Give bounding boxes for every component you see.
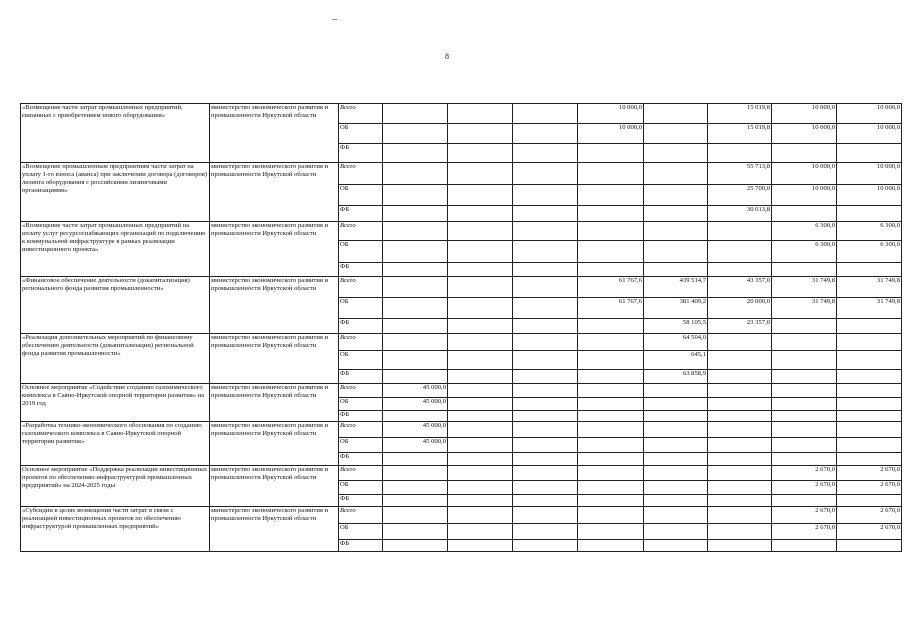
measure-name: «Субсидии в целях возмещения части затрат в связи с реализацией инвестиционных проектов по обеспечению инфраструктурой промышленных предприятий» bbox=[21, 507, 210, 552]
amount-cell: 63 858,9 bbox=[644, 370, 708, 384]
table-row-total bbox=[21, 104, 902, 124]
amount-cell bbox=[708, 422, 772, 438]
amount-cell bbox=[448, 495, 513, 507]
funding-source-ob: ОБ bbox=[339, 481, 383, 495]
amount-cell bbox=[708, 370, 772, 384]
amount-cell bbox=[513, 206, 578, 222]
amount-cell: 10 000,0 bbox=[837, 124, 902, 144]
amount-cell: 10 000,0 bbox=[578, 104, 644, 124]
amount-cell bbox=[644, 222, 708, 241]
amount-cell: 2 670,0 bbox=[837, 466, 902, 481]
amount-cell bbox=[772, 422, 837, 438]
funding-source-total: Всего bbox=[339, 277, 383, 298]
measure-name: «Возмещение части затрат промышленных предприятий, связанных с приобретением нового оборудования» bbox=[21, 104, 210, 163]
amount-cell bbox=[644, 453, 708, 466]
amount-cell bbox=[708, 351, 772, 370]
amount-cell bbox=[578, 438, 644, 453]
funding-source-ob: ОБ bbox=[339, 438, 383, 453]
amount-cell bbox=[708, 495, 772, 507]
amount-cell bbox=[578, 384, 644, 398]
amount-cell bbox=[513, 351, 578, 370]
amount-cell: 10 000,0 bbox=[837, 185, 902, 206]
amount-cell: 6 300,0 bbox=[837, 241, 902, 263]
funding-source-fb: ФБ bbox=[339, 540, 383, 552]
amount-cell bbox=[513, 398, 578, 411]
funding-source-ob: ОБ bbox=[339, 241, 383, 263]
amount-cell: 58 105,5 bbox=[644, 319, 708, 334]
amount-cell bbox=[644, 524, 708, 540]
amount-cell bbox=[448, 298, 513, 319]
amount-cell bbox=[383, 540, 448, 552]
amount-cell bbox=[644, 438, 708, 453]
amount-cell bbox=[578, 398, 644, 411]
amount-cell: 45 000,0 bbox=[383, 438, 448, 453]
amount-cell bbox=[513, 104, 578, 124]
amount-cell: 25 700,0 bbox=[708, 185, 772, 206]
amount-cell bbox=[383, 351, 448, 370]
amount-cell bbox=[578, 411, 644, 422]
amount-cell bbox=[772, 370, 837, 384]
amount-cell bbox=[837, 319, 902, 334]
amount-cell: 10 000,0 bbox=[837, 163, 902, 185]
amount-cell bbox=[644, 481, 708, 495]
amount-cell: 30 013,8 bbox=[708, 206, 772, 222]
amount-cell: 2 670,0 bbox=[772, 507, 837, 524]
amount-cell bbox=[513, 495, 578, 507]
amount-cell bbox=[578, 144, 644, 163]
amount-cell bbox=[772, 438, 837, 453]
amount-cell bbox=[383, 163, 448, 185]
amount-cell bbox=[448, 398, 513, 411]
amount-cell bbox=[383, 263, 448, 277]
funding-source-fb: ФБ bbox=[339, 495, 383, 507]
table-row-total bbox=[21, 277, 902, 298]
amount-cell bbox=[644, 507, 708, 524]
amount-cell: 6 300,0 bbox=[772, 241, 837, 263]
amount-cell: 61 767,6 bbox=[578, 277, 644, 298]
amount-cell: 10 000,0 bbox=[772, 185, 837, 206]
amount-cell bbox=[837, 384, 902, 398]
amount-cell: 64 504,0 bbox=[644, 334, 708, 351]
amount-cell bbox=[772, 495, 837, 507]
amount-cell bbox=[644, 185, 708, 206]
measure-name: Основное мероприятие «Поддержка реализации инвестиционных проектов по обеспечению инфраструктурой промышленных предприятий» на 2024-2025 годы bbox=[21, 466, 210, 507]
amount-cell: 61 767,6 bbox=[578, 298, 644, 319]
funding-source-fb: ФБ bbox=[339, 263, 383, 277]
amount-cell bbox=[383, 222, 448, 241]
funding-source-total: Всего bbox=[339, 222, 383, 241]
funding-source-total: Всего bbox=[339, 334, 383, 351]
amount-cell bbox=[513, 334, 578, 351]
amount-cell bbox=[513, 524, 578, 540]
amount-cell bbox=[772, 411, 837, 422]
amount-cell bbox=[383, 481, 448, 495]
funding-source-ob: ОБ bbox=[339, 298, 383, 319]
amount-cell bbox=[644, 540, 708, 552]
funding-source-total: Всего bbox=[339, 163, 383, 185]
table-row-total bbox=[21, 163, 902, 185]
responsible-executor: министерство экономического развития и промышленности Иркутской области bbox=[210, 104, 339, 163]
amount-cell bbox=[578, 163, 644, 185]
amount-cell: 10 000,0 bbox=[837, 104, 902, 124]
amount-cell bbox=[448, 481, 513, 495]
responsible-executor: министерство экономического развития и промышленности Иркутской области bbox=[210, 222, 339, 277]
amount-cell bbox=[448, 524, 513, 540]
table-row-total bbox=[21, 507, 902, 524]
amount-cell bbox=[708, 481, 772, 495]
amount-cell bbox=[708, 144, 772, 163]
amount-cell bbox=[448, 222, 513, 241]
responsible-executor: министерство экономического развития и промышленности Иркутской области bbox=[210, 277, 339, 334]
amount-cell: 45 000,0 bbox=[383, 422, 448, 438]
amount-cell bbox=[513, 481, 578, 495]
amount-cell bbox=[513, 453, 578, 466]
budget-table-body bbox=[21, 104, 902, 552]
amount-cell bbox=[644, 206, 708, 222]
amount-cell bbox=[578, 453, 644, 466]
amount-cell bbox=[772, 334, 837, 351]
amount-cell bbox=[578, 241, 644, 263]
amount-cell bbox=[644, 384, 708, 398]
amount-cell bbox=[448, 163, 513, 185]
amount-cell bbox=[383, 319, 448, 334]
amount-cell bbox=[448, 422, 513, 438]
amount-cell bbox=[383, 185, 448, 206]
amount-cell bbox=[837, 144, 902, 163]
amount-cell bbox=[383, 277, 448, 298]
amount-cell bbox=[383, 104, 448, 124]
amount-cell bbox=[383, 466, 448, 481]
amount-cell bbox=[644, 398, 708, 411]
amount-cell bbox=[448, 351, 513, 370]
amount-cell bbox=[772, 144, 837, 163]
funding-source-ob: ОБ bbox=[339, 351, 383, 370]
amount-cell: 439 514,7 bbox=[644, 277, 708, 298]
amount-cell: 2 670,0 bbox=[772, 524, 837, 540]
table-row-total bbox=[21, 422, 902, 438]
amount-cell bbox=[708, 540, 772, 552]
amount-cell bbox=[578, 422, 644, 438]
amount-cell bbox=[772, 398, 837, 411]
funding-source-ob: ОБ bbox=[339, 398, 383, 411]
amount-cell bbox=[578, 185, 644, 206]
amount-cell bbox=[513, 466, 578, 481]
funding-source-ob: ОБ bbox=[339, 524, 383, 540]
funding-source-fb: ФБ bbox=[339, 453, 383, 466]
amount-cell bbox=[708, 263, 772, 277]
amount-cell bbox=[383, 495, 448, 507]
amount-cell bbox=[448, 453, 513, 466]
amount-cell: 2 670,0 bbox=[772, 481, 837, 495]
amount-cell: 6 300,0 bbox=[837, 222, 902, 241]
amount-cell bbox=[448, 540, 513, 552]
amount-cell: 10 000,0 bbox=[772, 104, 837, 124]
amount-cell: 20 000,0 bbox=[708, 298, 772, 319]
amount-cell bbox=[644, 241, 708, 263]
amount-cell bbox=[837, 206, 902, 222]
amount-cell: 43 357,0 bbox=[708, 277, 772, 298]
page-number: 8 bbox=[445, 52, 449, 61]
amount-cell bbox=[837, 334, 902, 351]
amount-cell bbox=[383, 334, 448, 351]
responsible-executor: министерство экономического развития и промышленности Иркутской области bbox=[210, 334, 339, 384]
responsible-executor: министерство экономического развития и промышленности Иркутской области bbox=[210, 507, 339, 552]
measure-name: «Реализация дополнительных мероприятий по финансовому обеспечению деятельности (докапитализации) региональной фонда развития промышленности» bbox=[21, 334, 210, 384]
amount-cell: 31 749,8 bbox=[837, 277, 902, 298]
funding-source-total: Всего bbox=[339, 507, 383, 524]
amount-cell bbox=[644, 163, 708, 185]
amount-cell bbox=[513, 241, 578, 263]
budget-table bbox=[20, 103, 902, 552]
amount-cell bbox=[644, 144, 708, 163]
amount-cell bbox=[448, 124, 513, 144]
table-row-total bbox=[21, 384, 902, 398]
amount-cell: 45 000,0 bbox=[383, 384, 448, 398]
amount-cell: 31 749,8 bbox=[772, 277, 837, 298]
amount-cell bbox=[837, 422, 902, 438]
amount-cell bbox=[383, 298, 448, 319]
amount-cell: 55 713,8 bbox=[708, 163, 772, 185]
amount-cell bbox=[578, 206, 644, 222]
amount-cell bbox=[772, 384, 837, 398]
amount-cell bbox=[448, 241, 513, 263]
amount-cell bbox=[513, 540, 578, 552]
amount-cell bbox=[383, 206, 448, 222]
amount-cell bbox=[383, 453, 448, 466]
amount-cell bbox=[708, 384, 772, 398]
amount-cell bbox=[837, 398, 902, 411]
amount-cell bbox=[837, 540, 902, 552]
responsible-executor: министерство экономического развития и промышленности Иркутской области bbox=[210, 163, 339, 222]
amount-cell bbox=[644, 104, 708, 124]
measure-name: «Возмещение части затрат промышленных предприятий на оплату услуг ресурсоснабжающих организаций по подключению к коммунальной инфраструктуре в рамках реализации инвестиционного проекта» bbox=[21, 222, 210, 277]
amount-cell bbox=[383, 241, 448, 263]
amount-cell bbox=[578, 263, 644, 277]
amount-cell bbox=[644, 411, 708, 422]
amount-cell: 45 000,0 bbox=[383, 398, 448, 411]
amount-cell bbox=[708, 524, 772, 540]
amount-cell bbox=[383, 411, 448, 422]
amount-cell bbox=[513, 277, 578, 298]
table-row-total bbox=[21, 222, 902, 241]
table-row-total bbox=[21, 466, 902, 481]
amount-cell bbox=[513, 163, 578, 185]
amount-cell: 15 019,8 bbox=[708, 124, 772, 144]
amount-cell bbox=[448, 319, 513, 334]
amount-cell: 2 670,0 bbox=[837, 481, 902, 495]
amount-cell: 10 000,0 bbox=[772, 163, 837, 185]
amount-cell bbox=[513, 507, 578, 524]
amount-cell bbox=[513, 263, 578, 277]
amount-cell bbox=[644, 124, 708, 144]
amount-cell: 6 300,0 bbox=[772, 222, 837, 241]
amount-cell: 2 670,0 bbox=[837, 507, 902, 524]
funding-source-total: Всего bbox=[339, 104, 383, 124]
measure-name: «Разработка технико-экономического обоснования по созданию газохимического комплекса в Саяно-Иркутской опорной территории развития» bbox=[21, 422, 210, 466]
amount-cell bbox=[383, 124, 448, 144]
funding-source-fb: ФБ bbox=[339, 370, 383, 384]
amount-cell bbox=[513, 319, 578, 334]
amount-cell bbox=[513, 384, 578, 398]
responsible-executor: министерство экономического развития и промышленности Иркутской области bbox=[210, 422, 339, 466]
amount-cell bbox=[513, 370, 578, 384]
amount-cell: 10 000,0 bbox=[772, 124, 837, 144]
amount-cell bbox=[578, 540, 644, 552]
amount-cell bbox=[837, 370, 902, 384]
amount-cell bbox=[708, 222, 772, 241]
amount-cell bbox=[708, 334, 772, 351]
amount-cell bbox=[383, 370, 448, 384]
amount-cell bbox=[644, 263, 708, 277]
amount-cell bbox=[578, 370, 644, 384]
amount-cell bbox=[513, 222, 578, 241]
amount-cell bbox=[837, 351, 902, 370]
amount-cell bbox=[708, 466, 772, 481]
amount-cell bbox=[448, 277, 513, 298]
funding-source-total: Всего bbox=[339, 422, 383, 438]
amount-cell bbox=[578, 351, 644, 370]
amount-cell bbox=[578, 222, 644, 241]
funding-source-total: Всего bbox=[339, 384, 383, 398]
amount-cell bbox=[578, 319, 644, 334]
amount-cell bbox=[448, 104, 513, 124]
amount-cell bbox=[578, 466, 644, 481]
amount-cell bbox=[448, 144, 513, 163]
amount-cell bbox=[837, 263, 902, 277]
amount-cell bbox=[578, 524, 644, 540]
responsible-executor: министерство экономического развития и промышленности Иркутской области bbox=[210, 466, 339, 507]
funding-source-fb: ФБ bbox=[339, 411, 383, 422]
amount-cell bbox=[383, 507, 448, 524]
funding-source-fb: ФБ bbox=[339, 144, 383, 163]
measure-name: «Возмещение промышленным предприятиям части затрат на уплату 1-го взноса (аванса) при заключении договора (договоров) лизинга оборудования с российскими лизинговыми организациями» bbox=[21, 163, 210, 222]
amount-cell: 23 357,0 bbox=[708, 319, 772, 334]
amount-cell bbox=[383, 144, 448, 163]
amount-cell bbox=[708, 398, 772, 411]
responsible-executor: министерство экономического развития и промышленности Иркутской области bbox=[210, 384, 339, 422]
amount-cell bbox=[513, 185, 578, 206]
amount-cell bbox=[448, 263, 513, 277]
amount-cell bbox=[448, 438, 513, 453]
amount-cell bbox=[708, 411, 772, 422]
amount-cell bbox=[772, 206, 837, 222]
amount-cell bbox=[448, 370, 513, 384]
amount-cell bbox=[772, 453, 837, 466]
amount-cell: 381 409,2 bbox=[644, 298, 708, 319]
funding-source-fb: ФБ bbox=[339, 206, 383, 222]
amount-cell bbox=[644, 422, 708, 438]
amount-cell bbox=[578, 507, 644, 524]
amount-cell bbox=[772, 319, 837, 334]
amount-cell bbox=[578, 334, 644, 351]
amount-cell: 15 019,8 bbox=[708, 104, 772, 124]
amount-cell bbox=[837, 453, 902, 466]
amount-cell: 2 670,0 bbox=[837, 524, 902, 540]
amount-cell: 645,1 bbox=[644, 351, 708, 370]
amount-cell bbox=[708, 241, 772, 263]
funding-source-ob: ОБ bbox=[339, 185, 383, 206]
amount-cell bbox=[448, 411, 513, 422]
measure-name: Основное мероприятие «Содействие созданию газохимического комплекса в Саяно-Иркутской опорной территории развития» на 2019 год bbox=[21, 384, 210, 422]
amount-cell bbox=[513, 298, 578, 319]
amount-cell bbox=[513, 411, 578, 422]
amount-cell bbox=[772, 263, 837, 277]
header-dash: – bbox=[332, 14, 337, 25]
amount-cell bbox=[837, 411, 902, 422]
amount-cell: 31 749,8 bbox=[837, 298, 902, 319]
amount-cell: 31 749,8 bbox=[772, 298, 837, 319]
funding-source-fb: ФБ bbox=[339, 319, 383, 334]
amount-cell bbox=[448, 507, 513, 524]
amount-cell bbox=[513, 422, 578, 438]
amount-cell bbox=[644, 466, 708, 481]
measure-name: «Финансовое обеспечение деятельности (докапитализация) регионального фонда развития промышленности» bbox=[21, 277, 210, 334]
amount-cell bbox=[644, 495, 708, 507]
amount-cell: 10 000,0 bbox=[578, 124, 644, 144]
funding-source-ob: ОБ bbox=[339, 124, 383, 144]
amount-cell bbox=[448, 185, 513, 206]
amount-cell bbox=[708, 438, 772, 453]
amount-cell bbox=[513, 144, 578, 163]
amount-cell bbox=[448, 466, 513, 481]
amount-cell bbox=[708, 507, 772, 524]
amount-cell bbox=[837, 495, 902, 507]
amount-cell bbox=[448, 384, 513, 398]
amount-cell bbox=[708, 453, 772, 466]
amount-cell bbox=[837, 438, 902, 453]
amount-cell bbox=[383, 524, 448, 540]
amount-cell bbox=[448, 206, 513, 222]
table-row-total bbox=[21, 334, 902, 351]
amount-cell bbox=[513, 124, 578, 144]
amount-cell bbox=[578, 481, 644, 495]
amount-cell bbox=[772, 540, 837, 552]
funding-source-total: Всего bbox=[339, 466, 383, 481]
amount-cell bbox=[772, 351, 837, 370]
amount-cell bbox=[448, 334, 513, 351]
amount-cell: 2 670,0 bbox=[772, 466, 837, 481]
amount-cell bbox=[513, 438, 578, 453]
amount-cell bbox=[578, 495, 644, 507]
